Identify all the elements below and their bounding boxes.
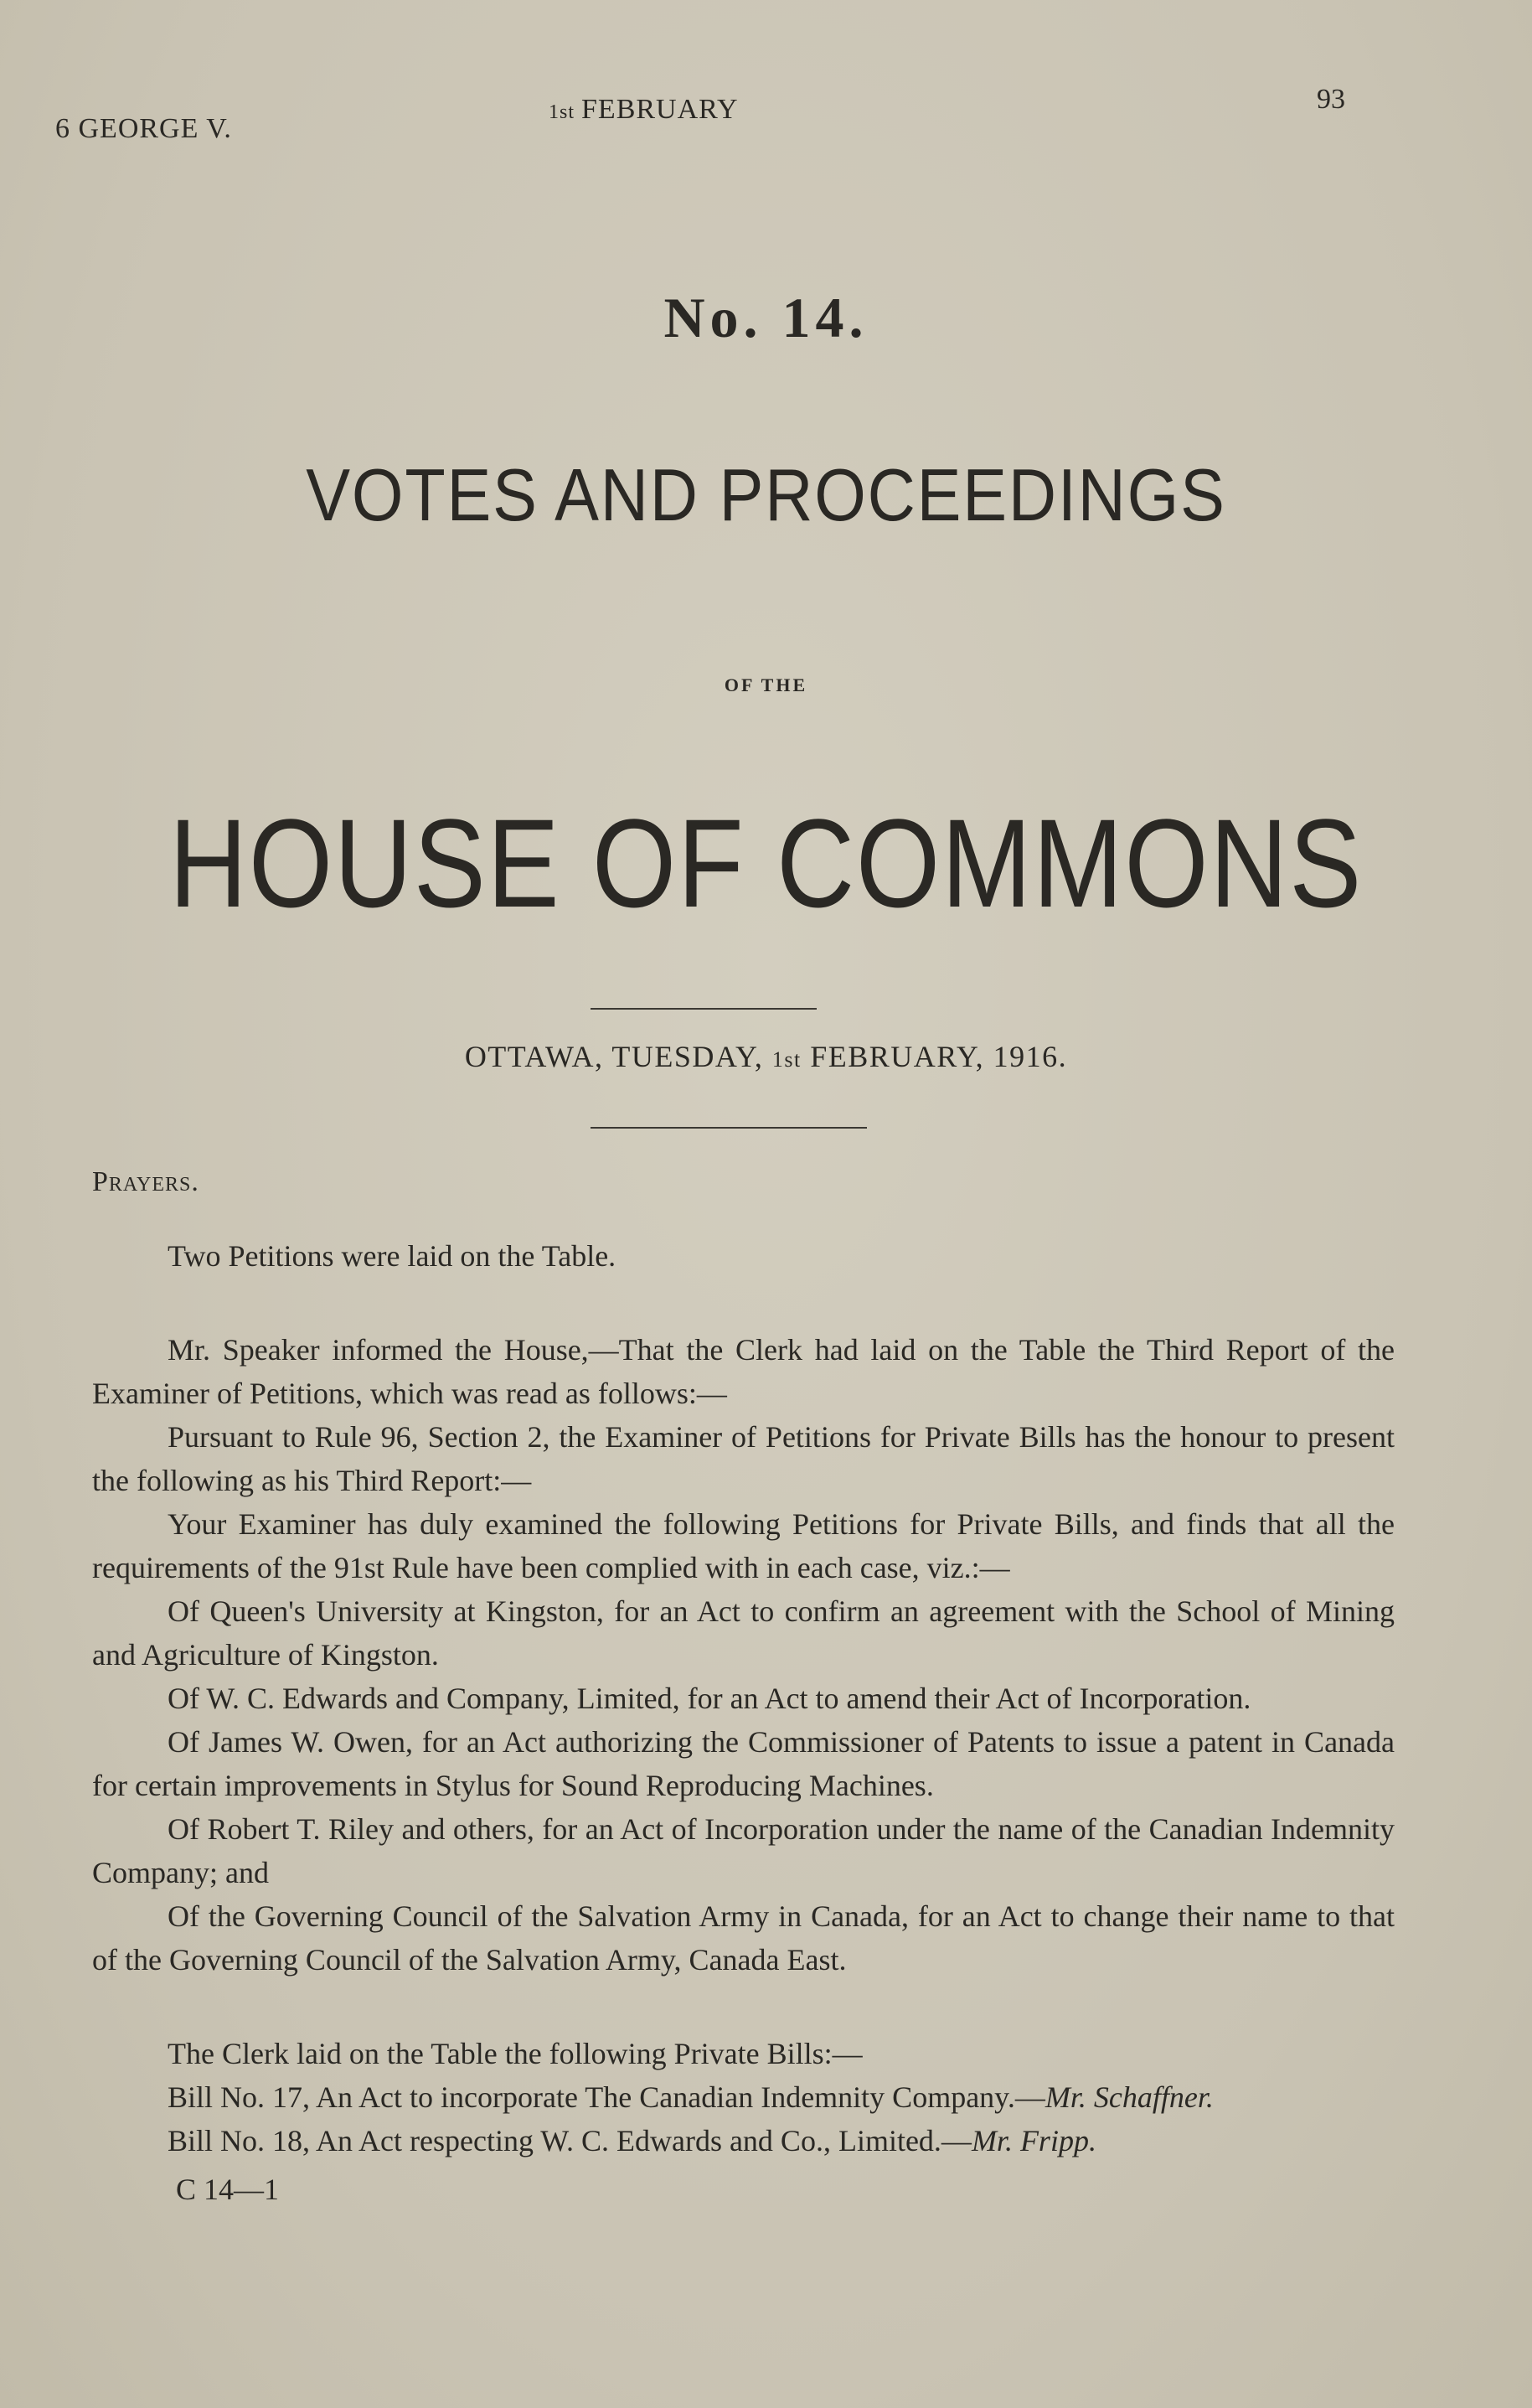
bill-18 (92, 2119, 1395, 2163)
petition-item-queens: Of Queen's University at Kingston, for an Act to confirm an agreement with the School of Mining and Agriculture of Kingston. (92, 1594, 1395, 1672)
bill-17-member: Mr. Schaffner. (1045, 2080, 1214, 2114)
dateline-place-day: OTTAWA, TUESDAY, (464, 1040, 764, 1073)
prayers-heading: Prayers. (92, 1166, 199, 1197)
petition-item-salvation-army: Of the Governing Council of the Salvation Army in Canada, for an Act to change their name to that of the Governing Council of the Salvation Army, Canada East. (92, 1899, 1395, 1977)
dateline-ordinal: 1st (771, 1047, 802, 1072)
petition-item-riley: Of Robert T. Riley and others, for an Act of Incorporation under the name of the Canadian Indemnity Company; and (92, 1812, 1395, 1889)
bill-17 (92, 2075, 1395, 2119)
page-number: 93 (1317, 84, 1345, 115)
paragraph-petitions: Two Petitions were laid on the Table. (168, 1239, 616, 1273)
title-of-the: OF THE (724, 674, 808, 695)
running-head-reign: 6 GEORGE V. (55, 113, 232, 144)
title-house-of-commons: HOUSE OF COMMONS (168, 793, 1364, 933)
bill-18-text: Bill No. 18, An Act respecting W. C. Edwards and Co., Limited.— (168, 2124, 972, 2157)
running-head-date-month: FEBRUARY (581, 94, 739, 125)
divider-rule-top (591, 1008, 817, 1010)
divider-rule-bottom (591, 1127, 867, 1129)
petition-item-owen: Of James W. Owen, for an Act authorizing the Commissioner of Patents to issue a patent in Canada for certain improvements in Stylus for Sound Reproducing Machines. (92, 1725, 1395, 1802)
signature-folio: C 14—1 (176, 2173, 280, 2206)
paragraph-examiner: Your Examiner has duly examined the following Petitions for Private Bills, and finds that all the requirements of the 91st Rule have been complied with in each case, viz.:— (92, 1507, 1395, 1584)
paragraph-pursuant: Pursuant to Rule 96, Section 2, the Examiner of Petitions for Private Bills has the honour to present the following as his Third Report:— (92, 1420, 1395, 1497)
bill-17-text: Bill No. 17, An Act to incorporate The Canadian Indemnity Company.— (168, 2080, 1045, 2114)
proceedings-body (92, 1160, 1395, 2211)
dateline (0, 1039, 1532, 1074)
dateline-month-year: FEBRUARY, 1916. (810, 1040, 1068, 1073)
petition-item-edwards: Of W. C. Edwards and Company, Limited, for an Act to amend their Act of Incorporation. (168, 1682, 1251, 1715)
paragraph-clerk: The Clerk laid on the Table the following Private Bills:— (168, 2037, 863, 2070)
title-votes-and-proceedings: VOTES AND PROCEEDINGS (306, 453, 1226, 536)
running-head-date-ordinal: 1st (549, 101, 575, 123)
running-head-date (549, 94, 739, 126)
issue-number: No. 14. (663, 286, 869, 349)
paragraph-speaker: Mr. Speaker informed the House,—That the Clerk had laid on the Table the Third Report of the Examiner of Petitions, which was read as follows:— (92, 1333, 1395, 1410)
bill-18-member: Mr. Fripp. (971, 2124, 1096, 2157)
